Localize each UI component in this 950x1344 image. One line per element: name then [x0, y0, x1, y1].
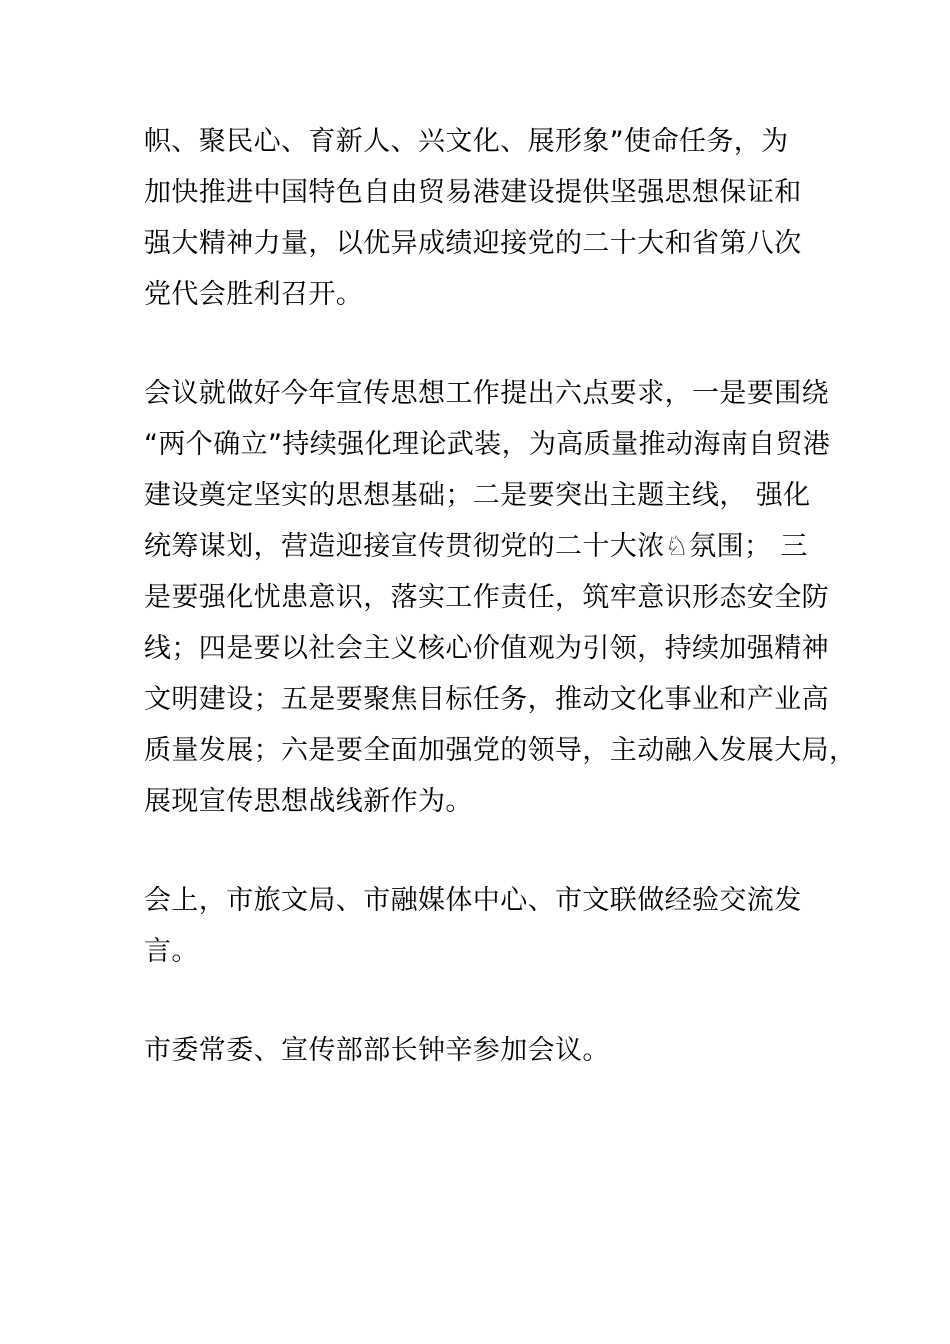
- text-line: 统筹谋划，营造迎接宣传贯彻党的二十大浓♘氛围； 三: [144, 531, 808, 562]
- text-line: 是要强化忧患意识，落实工作责任，筑牢意识形态安全防: [144, 582, 829, 613]
- paragraph-4: [144, 1025, 864, 1076]
- text-line: 言。: [144, 936, 199, 967]
- text-line: 线；四是要以社会主义核心价值观为引领，持续加强精神: [144, 633, 829, 664]
- text-line: 展现宣传思想战线新作为。: [144, 786, 473, 817]
- document-body: [144, 116, 864, 1124]
- text-line: 帜、聚民心、育新人、兴文化、展形象”使命任务，为: [144, 126, 789, 157]
- paragraph-3: [144, 875, 864, 977]
- text-line: 市委常委、宣传部部长钟辛参加会议。: [144, 1035, 610, 1066]
- text-line: 强大精神力量，以优异成绩迎接党的二十大和省第八次: [144, 228, 802, 259]
- text-line: “两个确立”持续强化理论武装，为高质量推动海南自贸港: [144, 429, 831, 460]
- text-line: 党代会胜利召开。: [144, 279, 364, 310]
- text-line: 建设奠定坚实的思想基础；二是要突出主题主线， 强化: [144, 480, 811, 511]
- paragraph-2: [144, 368, 864, 827]
- text-line: 会上，市旅文局、市融媒体中心、市文联做经验交流发: [144, 885, 802, 916]
- text-line: 会议就做好今年宣传思想工作提出六点要求，一是要围绕: [144, 378, 829, 409]
- text-line: 质量发展；六是要全面加强党的领导，主动融入发展大局，: [144, 735, 857, 766]
- text-line: 文明建设；五是要聚焦目标任务，推动文化事业和产业高: [144, 684, 829, 715]
- text-line: 加快推进中国特色自由贸易港建设提供坚强思想保证和: [144, 177, 802, 208]
- paragraph-1: [144, 116, 864, 320]
